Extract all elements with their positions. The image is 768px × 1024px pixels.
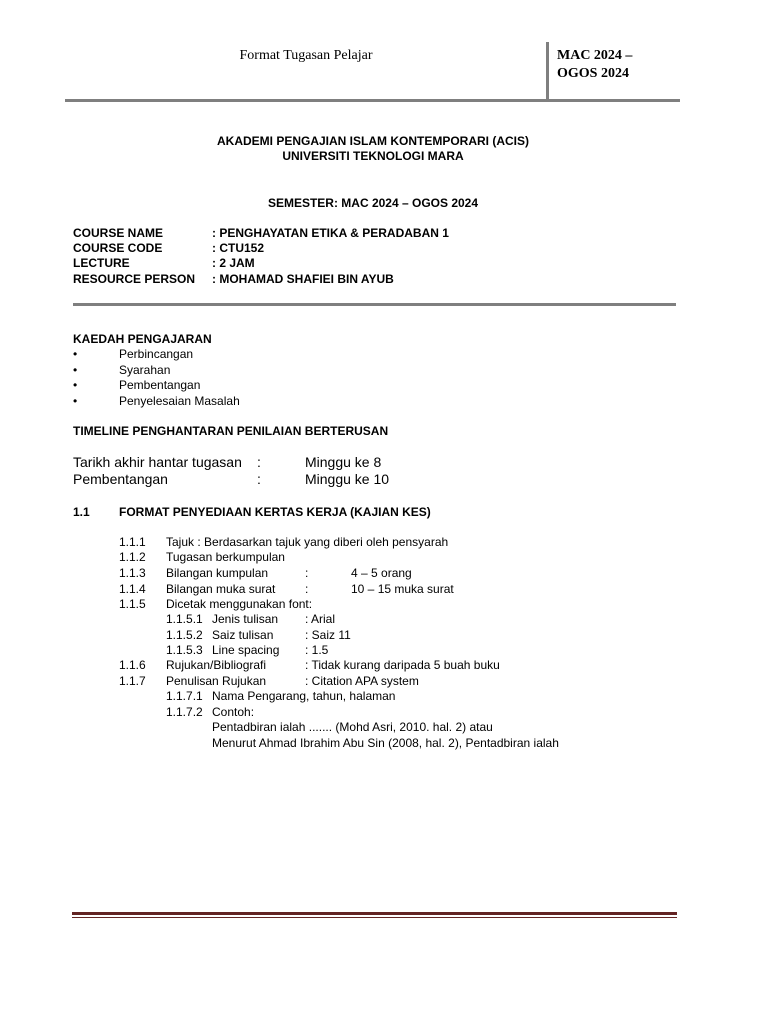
subitem-number: 1.1.5.1: [166, 612, 203, 626]
lecture-value: : 2 JAM: [212, 256, 255, 270]
subitem-number: 1.1.5.3: [166, 643, 203, 657]
subitem-label: Jenis tulisan: [212, 612, 279, 626]
subitem-number: 1.1.5.2: [166, 628, 203, 642]
header-title: Format Tugasan Pelajar: [239, 48, 373, 63]
timeline-separator: :: [257, 454, 261, 470]
resource-person-label: RESOURCE PERSON: [73, 272, 196, 286]
footer-divider-thin: [72, 917, 677, 918]
subitem-text: Nama Pengarang, tahun, halaman: [212, 689, 396, 703]
item-value: : Citation APA system: [305, 674, 419, 688]
item-value: 10 – 15 muka surat: [351, 582, 454, 596]
item-number: 1.1.4: [119, 582, 146, 596]
header-divider: [65, 99, 680, 102]
subitem-label: Saiz tulisan: [212, 628, 274, 642]
teaching-methods-heading: KAEDAH PENGAJARAN: [73, 332, 212, 346]
timeline-value: Minggu ke 8: [305, 454, 382, 470]
subitem-value: : 1.5: [305, 643, 329, 657]
footer-divider-thick: [72, 912, 677, 915]
timeline-value: Minggu ke 10: [305, 471, 390, 487]
section-divider: [73, 303, 676, 306]
method-item: Perbincangan: [119, 347, 194, 361]
course-name-value: : PENGHAYATAN ETIKA & PERADABAN 1: [212, 226, 449, 240]
item-text: Dicetak menggunakan font:: [166, 597, 313, 611]
method-item: Penyelesaian Masalah: [119, 394, 240, 408]
item-number: 1.1.1: [119, 535, 146, 549]
example-line: Menurut Ahmad Ibrahim Abu Sin (2008, hal. 2), Pentadbiran ialah: [212, 736, 559, 750]
item-value: 4 – 5 orang: [351, 566, 412, 580]
header-vertical-divider: [546, 42, 549, 101]
item-label: Bilangan muka surat: [166, 582, 276, 596]
bullet: •: [73, 394, 78, 408]
lecture-label: LECTURE: [73, 256, 130, 270]
method-item: Syarahan: [119, 363, 171, 377]
item-number: 1.1.5: [119, 597, 146, 611]
bullet: •: [73, 378, 78, 392]
item-number: 1.1.6: [119, 658, 146, 672]
bullet: •: [73, 363, 78, 377]
subitem-label: Line spacing: [212, 643, 280, 657]
example-line: Pentadbiran ialah ....... (Mohd Asri, 2010. hal. 2) atau: [212, 720, 493, 734]
course-code-value: : CTU152: [212, 241, 265, 255]
item-label: Rujukan/Bibliografi: [166, 658, 267, 672]
course-code-label: COURSE CODE: [73, 241, 163, 255]
item-number: 1.1.3: [119, 566, 146, 580]
item-label: Penulisan Rujukan: [166, 674, 267, 688]
subitem-value: : Saiz 11: [305, 628, 351, 642]
item-number: 1.1.7: [119, 674, 146, 688]
item-number: 1.1.2: [119, 550, 146, 564]
item-text: Tugasan berkumpulan: [166, 550, 285, 564]
course-name-label: COURSE NAME: [73, 226, 164, 240]
semester-heading: SEMESTER: MAC 2024 – OGOS 2024: [267, 196, 479, 210]
header-date-line2: OGOS 2024: [557, 66, 629, 81]
method-item: Pembentangan: [119, 378, 201, 392]
timeline-label: Pembentangan: [73, 471, 168, 487]
subitem-value: : Arial: [305, 612, 336, 626]
timeline-heading: TIMELINE PENGHANTARAN PENILAIAN BERTERUSAN: [73, 424, 389, 438]
bullet: •: [73, 347, 78, 361]
university-name: UNIVERSITI TEKNOLOGI MARA: [282, 149, 464, 163]
resource-person-value: : MOHAMAD SHAFIEI BIN AYUB: [212, 272, 394, 286]
section-number: 1.1: [73, 505, 90, 519]
subitem-text: Contoh:: [212, 705, 255, 719]
item-value: : Tidak kurang daripada 5 buah buku: [305, 658, 500, 672]
item-text: Tajuk : Berdasarkan tajuk yang diberi oleh pensyarah: [166, 535, 449, 549]
item-separator: :: [305, 582, 309, 596]
section-title: FORMAT PENYEDIAAN KERTAS KERJA (KAJIAN KES): [119, 505, 431, 519]
subitem-number: 1.1.7.1: [166, 689, 203, 703]
header-date: [557, 47, 632, 83]
institution-name: AKADEMI PENGAJIAN ISLAM KONTEMPORARI (ACIS): [216, 134, 529, 148]
timeline-label: Tarikh akhir hantar tugasan: [73, 454, 242, 470]
header-date-line1: MAC 2024 –: [557, 48, 633, 63]
item-separator: :: [305, 566, 309, 580]
subitem-number: 1.1.7.2: [166, 705, 203, 719]
item-label: Bilangan kumpulan: [166, 566, 269, 580]
timeline-separator: :: [257, 471, 261, 487]
